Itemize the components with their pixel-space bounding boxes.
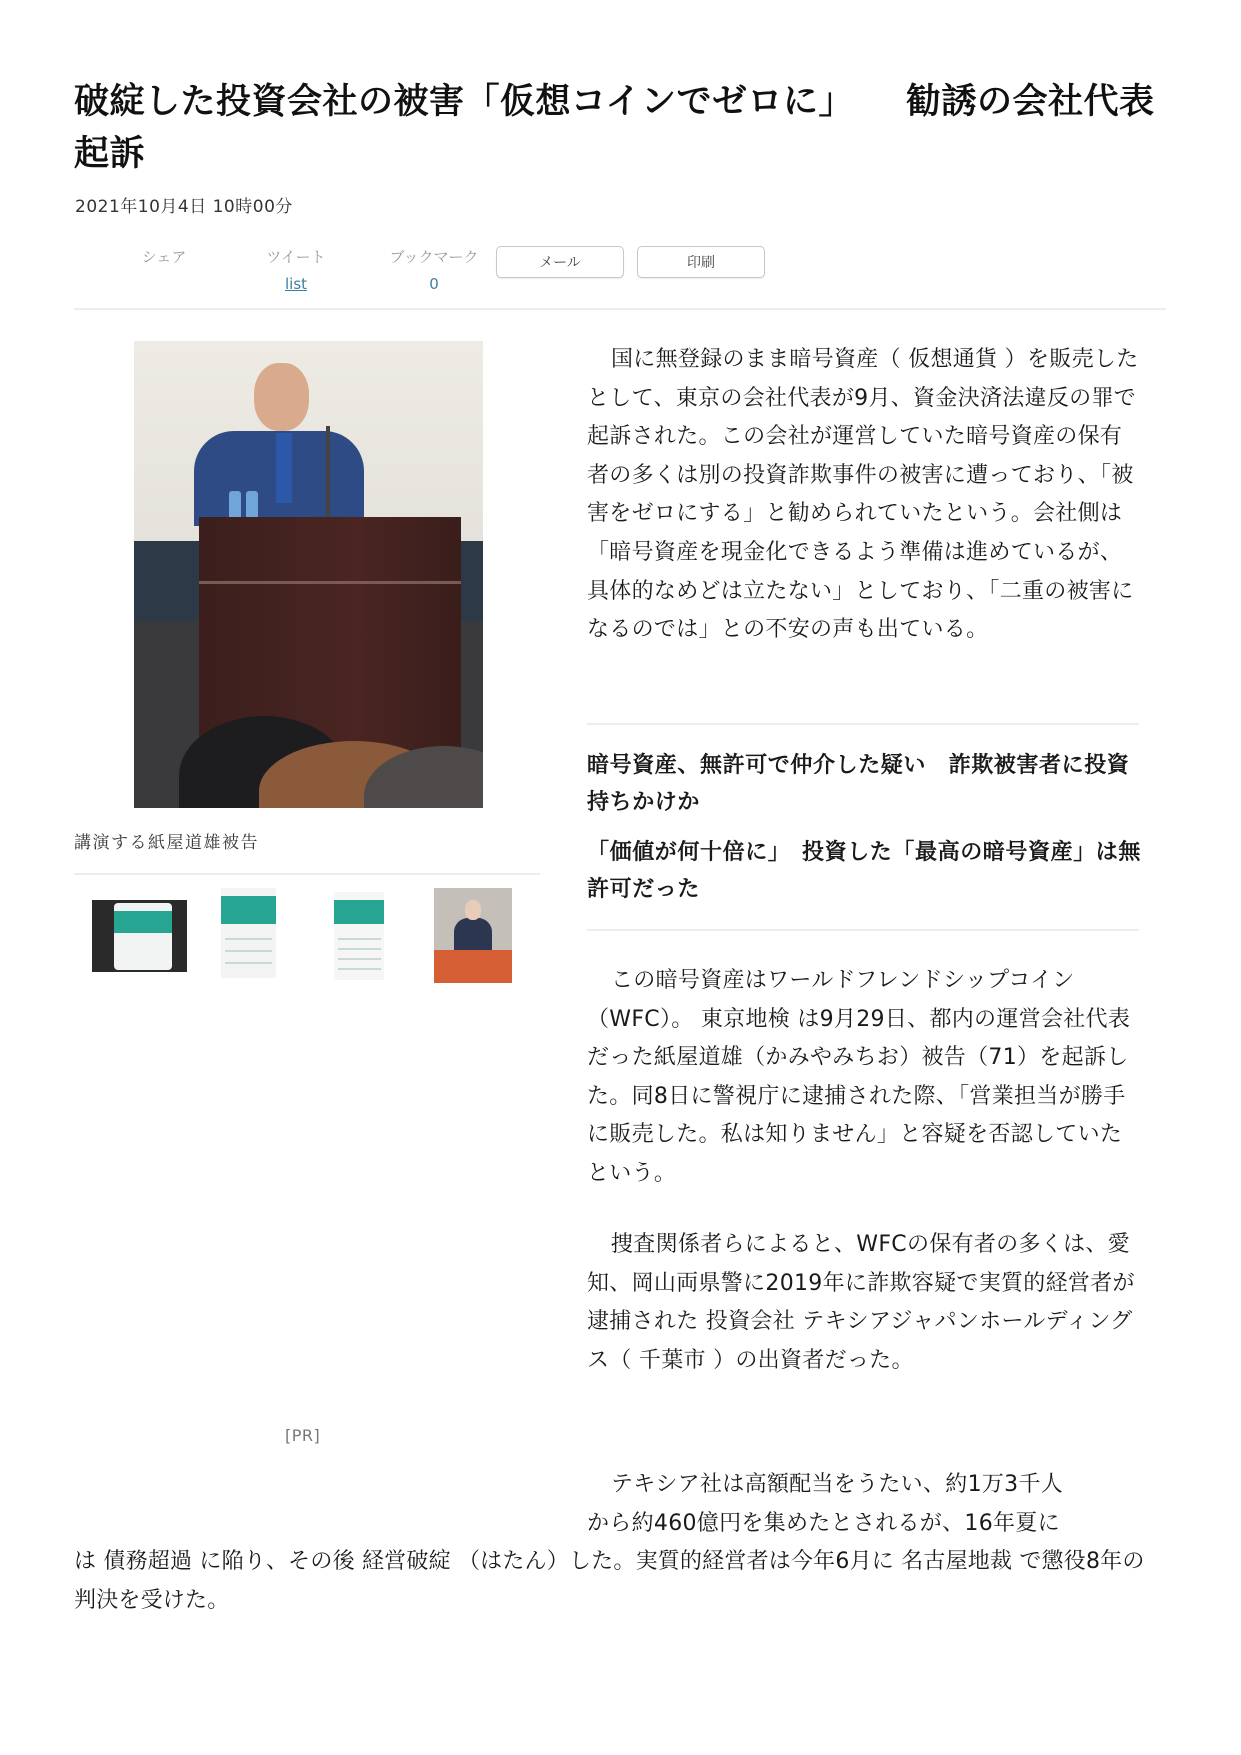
bookmark-count[interactable]: 0 xyxy=(429,275,439,293)
divider xyxy=(74,308,1166,310)
article-title-part1: 破綻した投資会社の被害「仮想コインでゼロに」 xyxy=(74,82,854,122)
article-title-part2: 勧誘の会社代表起訴 xyxy=(74,82,1155,174)
article-body-3 xyxy=(587,1226,1139,1380)
thumbnail-strip xyxy=(74,880,534,990)
article-body-4 xyxy=(587,1466,1139,1543)
paragraph-2: この暗号資産はワールドフレンドシップコイン（WFC）。 東京地検 は9月29日、都内の運営会社代表だった紙屋道雄（かみやみちお）被告（71）を起訴した。同8日に警視庁に逮捕された際、「営業担当が勝手に販売した。私は知りません」と容疑を否認していたという。 xyxy=(587,968,1131,1186)
share-label[interactable]: シェア xyxy=(141,248,187,266)
paragraph-4-line2: から約460億円を集めたとされるが、16年夏に xyxy=(587,1510,1060,1536)
thumbnail-3[interactable] xyxy=(334,892,384,980)
bookmark-share[interactable] xyxy=(374,246,494,295)
paragraph-4-line1: テキシア社は高額配当をうたい、約1万3千人 xyxy=(611,1472,1064,1497)
article-lead xyxy=(587,341,1139,650)
print-button[interactable]: 印刷 xyxy=(637,246,765,278)
photo-caption: 講演する紙屋道雄被告 xyxy=(74,833,259,853)
thumbnail-2[interactable] xyxy=(221,888,276,978)
divider xyxy=(587,723,1139,725)
paragraph-3: 捜査関係者らによると、WFCの保有者の多くは、愛知、岡山両県警に2019年に詐欺容疑で実質的経営者が逮捕された 投資会社 テキシアジャパンホールディングス（ 千葉市 ）の出資者だった。 xyxy=(587,1232,1135,1373)
paragraph-4-rest: は 債務超過 に陥り、その後 経営破綻 （はたん）した。実質的経営者は今年6月に 名古屋地裁 で懲役8年の判決を受けた。 xyxy=(74,1549,1145,1613)
paragraph-1: 国に無登録のまま暗号資産（ 仮想通貨 ）を販売したとして、東京の会社代表が9月、資金決済法違反の罪で起訴された。この会社が運営していた暗号資産の保有者の多くは別の投資詐欺事件の被害に遭っており、「被害をゼロにする」と勧められていたという。会社側は「暗号資産を現金化できるよう準備は進めているが、具体的なめどは立たない」としており、「二重の被害になるのでは」との不安の声も出ている。 xyxy=(587,347,1139,643)
tweet-label[interactable]: ツイート xyxy=(266,248,326,266)
related-link-2[interactable]: 「価値が何十倍に」 投資した「最高の暗号資産」は無許可だった xyxy=(587,840,1142,902)
related-link-1[interactable]: 暗号資産、無許可で仲介した疑い 詐欺被害者に投資持ちかけか xyxy=(587,753,1130,815)
tweet-count-link[interactable]: list xyxy=(284,275,308,293)
thumbnail-1[interactable] xyxy=(92,900,187,972)
facebook-share[interactable] xyxy=(104,246,224,268)
thumbnail-4[interactable] xyxy=(434,888,512,983)
divider xyxy=(587,929,1139,931)
tweet-share[interactable] xyxy=(236,246,356,295)
mail-button[interactable]: メール xyxy=(496,246,624,278)
main-photo[interactable] xyxy=(134,341,483,808)
divider xyxy=(74,873,540,875)
share-bar xyxy=(74,246,1166,310)
bookmark-label[interactable]: ブックマーク xyxy=(389,248,479,266)
article-title xyxy=(74,76,1184,180)
article-body-2 xyxy=(587,962,1139,1194)
pr-label: [PR] xyxy=(285,1426,321,1445)
publish-date: 2021年10月4日 10時00分 xyxy=(75,197,293,217)
